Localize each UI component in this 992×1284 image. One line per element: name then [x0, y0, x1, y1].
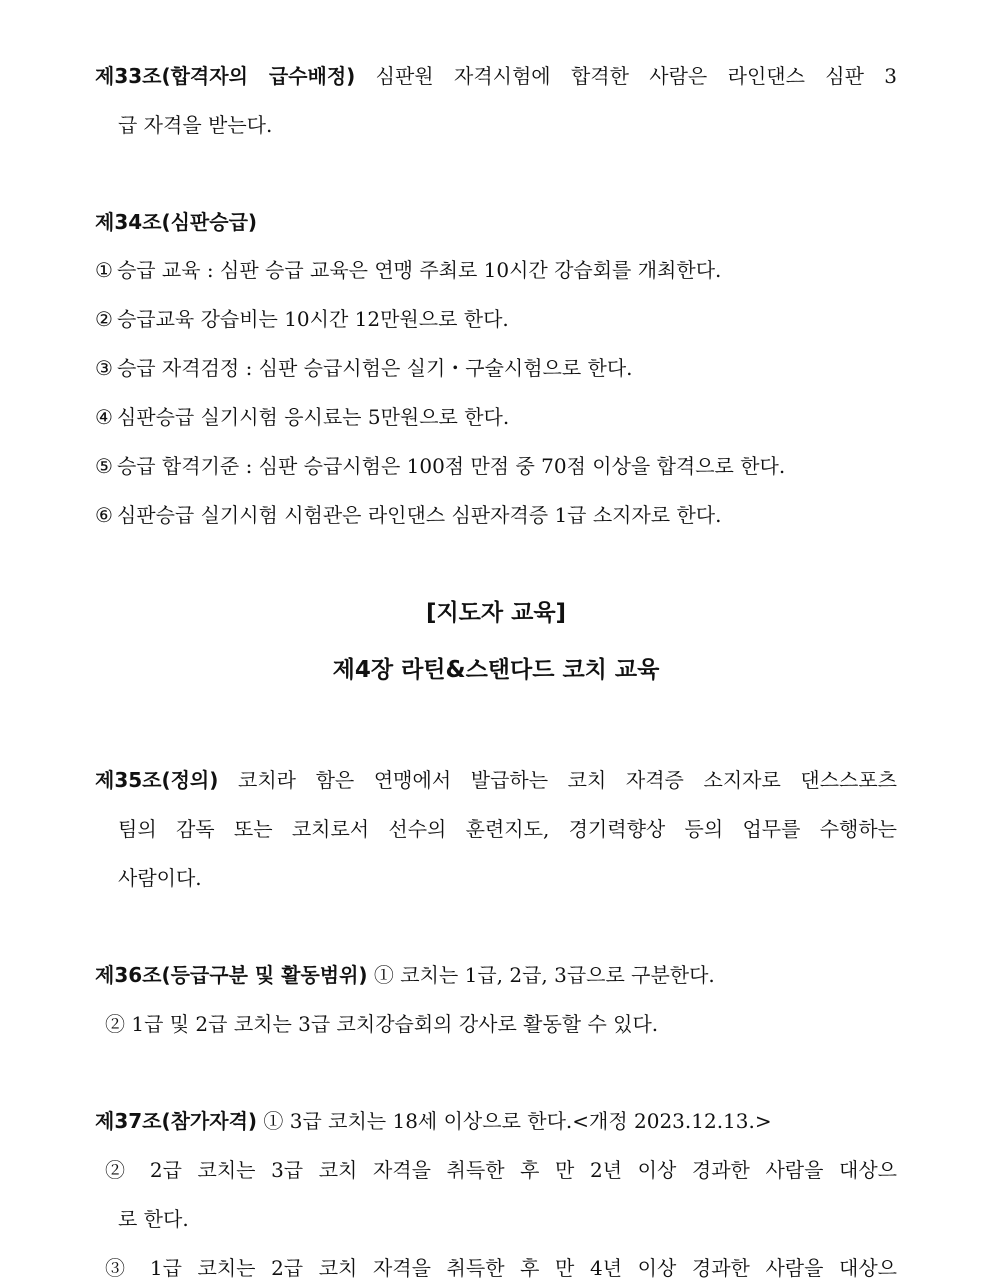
article-37-line-1: [95, 1106, 897, 1136]
article-34-item-2: [95, 304, 897, 334]
article-35-line-2: 팀의 감독 또는 코치로서 선수의 훈련지도, 경기력향상 등의 업무를 수행하는: [118, 817, 897, 841]
article-33-title: 제33조(합격자의 급수배정): [95, 64, 356, 88]
article-37-title: 제37조(참가자격): [95, 1109, 258, 1133]
article-36-text-1: ① 코치는 1급, 2급, 3급으로 구분한다.: [373, 963, 715, 987]
item-mark: ⑤: [95, 454, 113, 478]
article-34-item-3: [95, 353, 897, 383]
item-mark: ①: [95, 258, 113, 282]
article-34-item-5: [95, 451, 897, 481]
article-34-title: 제34조(심판승급): [95, 210, 258, 234]
article-36-title: 제36조(등급구분 및 활동범위): [95, 963, 368, 987]
article-34-item-4: [95, 402, 897, 432]
item-text: 승급 합격기준 : 심판 승급시험은 100점 만점 중 70점 이상을 합격으로 한다.: [116, 454, 786, 478]
item-mark: ⑥: [95, 503, 113, 527]
article-35-text-1: 코치라 함은 연맹에서 발급하는 코치 자격증 소지자로 댄스스포츠: [238, 768, 897, 792]
item-mark: ③: [95, 356, 113, 380]
article-36-line-2: ② 1급 및 2급 코치는 3급 코치강습회의 강사로 활동할 수 있다.: [105, 1012, 659, 1036]
article-34-item-6: [95, 500, 897, 530]
article-33-text-1: 심판원 자격시험에 합격한 사람은 라인댄스 심판 3: [375, 64, 897, 88]
item-text: 심판승급 실기시험 시험관은 라인댄스 심판자격증 1급 소지자로 한다.: [116, 503, 722, 527]
item-text: 승급 자격검정 : 심판 승급시험은 실기・구술시험으로 한다.: [116, 356, 633, 380]
item-text: 승급 교육 : 심판 승급 교육은 연맹 주최로 10시간 강습회를 개최한다.: [116, 258, 722, 282]
article-37-line-2b: 로 한다.: [118, 1207, 189, 1231]
article-37-line-2a: ② 2급 코치는 3급 코치 자격을 취득한 후 만 2년 이상 경과한 사람을 대상으: [105, 1158, 897, 1182]
section-heading: [지도자 교육]: [425, 600, 567, 626]
article-33-line-2: 급 자격을 받는다.: [118, 113, 273, 137]
article-37-text-1: ① 3급 코치는 18세 이상으로 한다.<개정 2023.12.13.>: [263, 1109, 772, 1133]
item-text: 심판승급 실기시험 응시료는 5만원으로 한다.: [116, 405, 510, 429]
chapter-heading: 제4장 라틴&스탠다드 코치 교육: [332, 657, 660, 683]
article-37-line-3a: ③ 1급 코치는 2급 코치 자격을 취득한 후 만 4년 이상 경과한 사람을 대상으: [105, 1256, 897, 1280]
article-33-line-1: [95, 61, 897, 91]
item-text: 승급교육 강습비는 10시간 12만원으로 한다.: [116, 307, 509, 331]
article-35-title: 제35조(정의): [95, 768, 219, 792]
article-35-line-1: [95, 765, 897, 795]
article-36-line-1: [95, 960, 897, 990]
item-mark: ④: [95, 405, 113, 429]
article-34-item-1: [95, 255, 897, 285]
item-mark: ②: [95, 307, 113, 331]
article-35-line-3: 사람이다.: [118, 866, 202, 890]
